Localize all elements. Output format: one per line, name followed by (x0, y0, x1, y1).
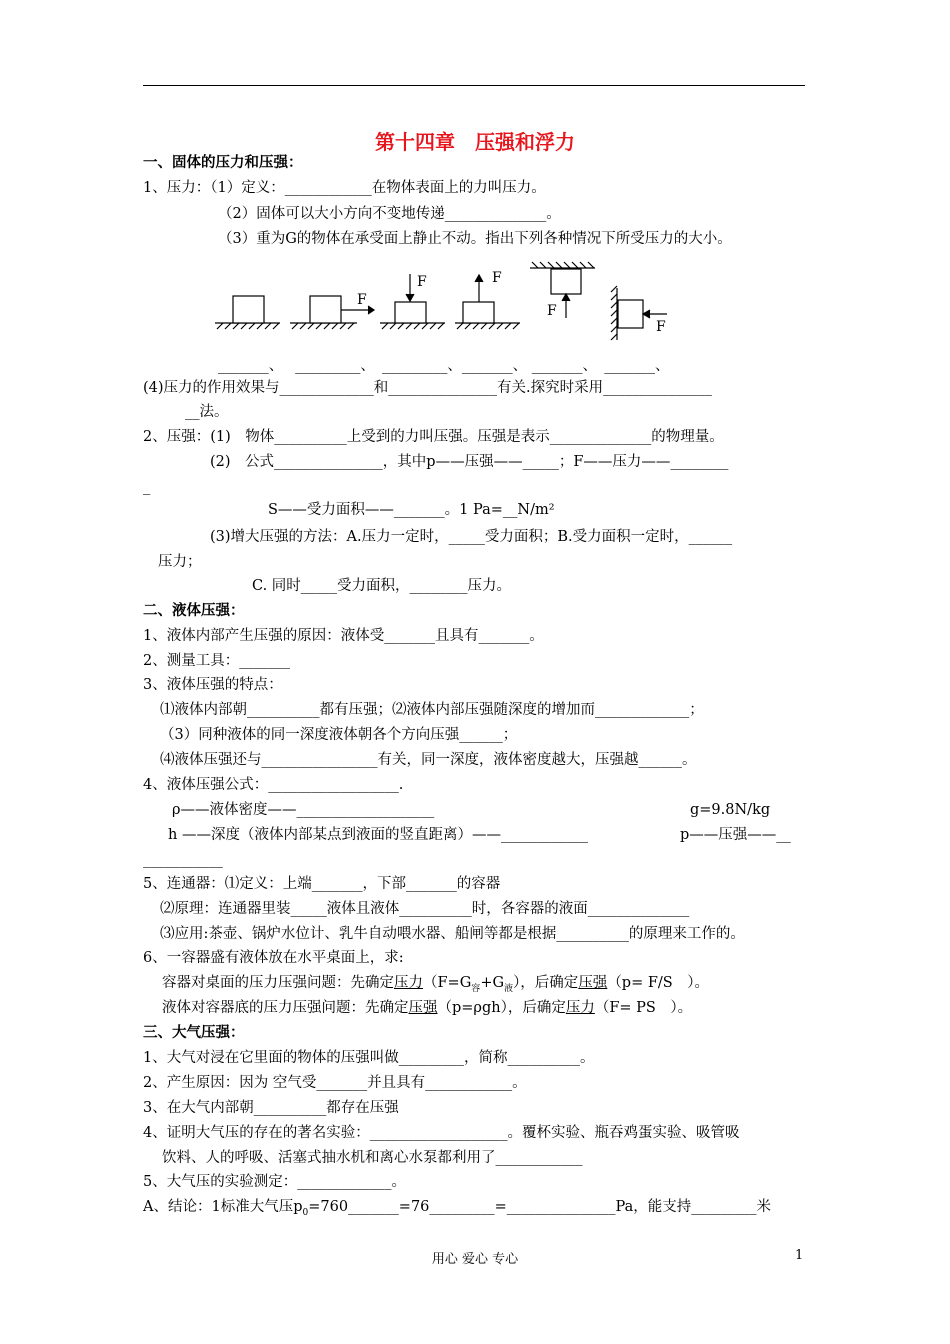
text-line: _ (143, 479, 151, 495)
force-label: F (417, 274, 427, 290)
text-span: +G (480, 975, 505, 991)
underlined-term: 压强 (408, 1000, 438, 1016)
text-span: （p=ρgh），后确定 (437, 1000, 566, 1016)
text-line: p——压强——__ (680, 827, 791, 843)
force-label: F (492, 270, 502, 286)
text-span: （F=G (423, 975, 472, 991)
force-label: F (547, 303, 557, 319)
text-line: 2、压强：(1) 物体__________上受到的力叫压强。压强是表示______________的物理量。 (143, 429, 724, 445)
text-line: 5、大气压的实验测定：_____________。 (143, 1174, 406, 1190)
subscript: 0 (302, 1207, 309, 1218)
text-line (143, 1197, 771, 1223)
force-label: F (656, 319, 666, 335)
text-line: （3）同种液体的同一深度液体朝各个方向压强______； (160, 727, 518, 743)
force-diagrams (205, 258, 685, 358)
header-rule (143, 85, 805, 86)
section-heading-liquid: 二、液体压强： (143, 603, 245, 619)
text-line: h ——深度（液体内部某点到液面的竖直距离）——____________ (168, 827, 588, 843)
underlined-term: 压强 (578, 975, 608, 991)
text-line: 6、一容器盛有液体放在水平桌面上，求: (143, 950, 404, 966)
underlined-term: 压力 (394, 975, 423, 991)
text-line (162, 998, 692, 1018)
text-line: g=9.8N/kg (690, 802, 771, 818)
text-line (162, 973, 709, 999)
text-line: 5、连通器：⑴定义：上端_______，下部_______的容器 (143, 876, 501, 892)
force-label: F (357, 292, 367, 308)
subscript: 液 (504, 983, 514, 994)
text-line: (4)压力的作用效果与_____________和_______________有关.探究时采用_______________ (143, 380, 712, 396)
text-line: 饮料、人的呼吸、活塞式抽水机和离心水泵都利用了____________ (162, 1150, 583, 1166)
text-line: S——受力面积——_______。1 Pa=__N/m² (268, 502, 555, 518)
text-line: ⑷液体压强还与________________有关，同一深度，液体密度越大，压强越______。 (160, 752, 697, 768)
text-span: （p= F/S ）。 (607, 975, 709, 991)
text-line: __法。 (185, 404, 229, 420)
text-line: （2）固体可以大小方向不变地传递______________。 (218, 206, 561, 222)
text-line: ρ——液体密度——___________________ (172, 802, 435, 818)
page-number: 1 (795, 1248, 804, 1263)
text-line: _______、 _________、 _________、_______、 _______、 _______、 (218, 358, 670, 374)
text-line: 1、液体内部产生压强的原因：液体受_______且具有_______。 (143, 628, 544, 644)
text-span: ），后确定 (513, 975, 579, 991)
text-span: （F= PS ）。 (594, 1000, 693, 1016)
text-line: 4、证明大气压的存在的著名实验：___________________。覆杯实验、瓶吞鸡蛋实验、吸管吸 (143, 1125, 740, 1141)
text-line: 4、液体压强公式：__________________. (143, 777, 404, 793)
text-line: 压力； (158, 554, 202, 570)
text-line: ⑵原理：连通器里装_____液体且液体__________时，各容器的液面______________ (160, 901, 690, 917)
text-span: 液体对容器底的压力压强问题：先确定 (162, 1000, 409, 1016)
underlined-term: 压力 (565, 1000, 595, 1016)
text-line: 3、液体压强的特点： (143, 677, 283, 693)
section-heading-atmosphere: 三、大气压强： (143, 1025, 245, 1041)
text-line: (2) 公式_______________，其中p——压强——_____；F——压力——________ (210, 454, 729, 470)
text-span: 容器对桌面的压力压强问题：先确定 (162, 975, 394, 991)
text-line: ___________ (143, 852, 223, 868)
text-line: 3、在大气内部朝__________都存在压强 (143, 1100, 399, 1116)
subscript: 容 (471, 983, 481, 994)
text-line: ⑴液体内部朝__________都有压强；⑵液体内部压强随深度的增加而_____________； (160, 702, 704, 718)
page-footer: 用心 爱心 专心 (431, 1252, 519, 1267)
text-line: C. 同时_____受力面积，________压力。 (252, 578, 512, 594)
text-line: 2、测量工具：_______ (143, 653, 290, 669)
text-line: 1、大气对浸在它里面的物体的压强叫做_________，简称__________。 (143, 1050, 595, 1066)
section-heading-solid: 一、固体的压力和压强： (143, 155, 303, 171)
text-span: A、结论：1标准大气压p (143, 1199, 303, 1215)
text-line: ⑶应用:茶壶、锅炉水位计、乳牛自动喂水器、船闸等都是根据__________的原理来工作的。 (160, 926, 745, 942)
text-span: =760_______=76_________=_______________Pa，能支持_________米 (308, 1199, 772, 1215)
text-line: 2、产生原因：因为 空气受_______并且具有____________。 (143, 1075, 527, 1091)
page-title: 第十四章 压强和浮力 (375, 130, 575, 154)
text-line: （3）重为G的物体在承受面上静止不动。指出下列各种情况下所受压力的大小。 (218, 231, 732, 247)
text-line: (3)增大压强的方法：A.压力一定时，_____受力面积；B.受力面积一定时，______ (210, 529, 733, 545)
text-line: 1、压力：（1）定义：____________在物体表面上的力叫压力。 (143, 180, 546, 196)
